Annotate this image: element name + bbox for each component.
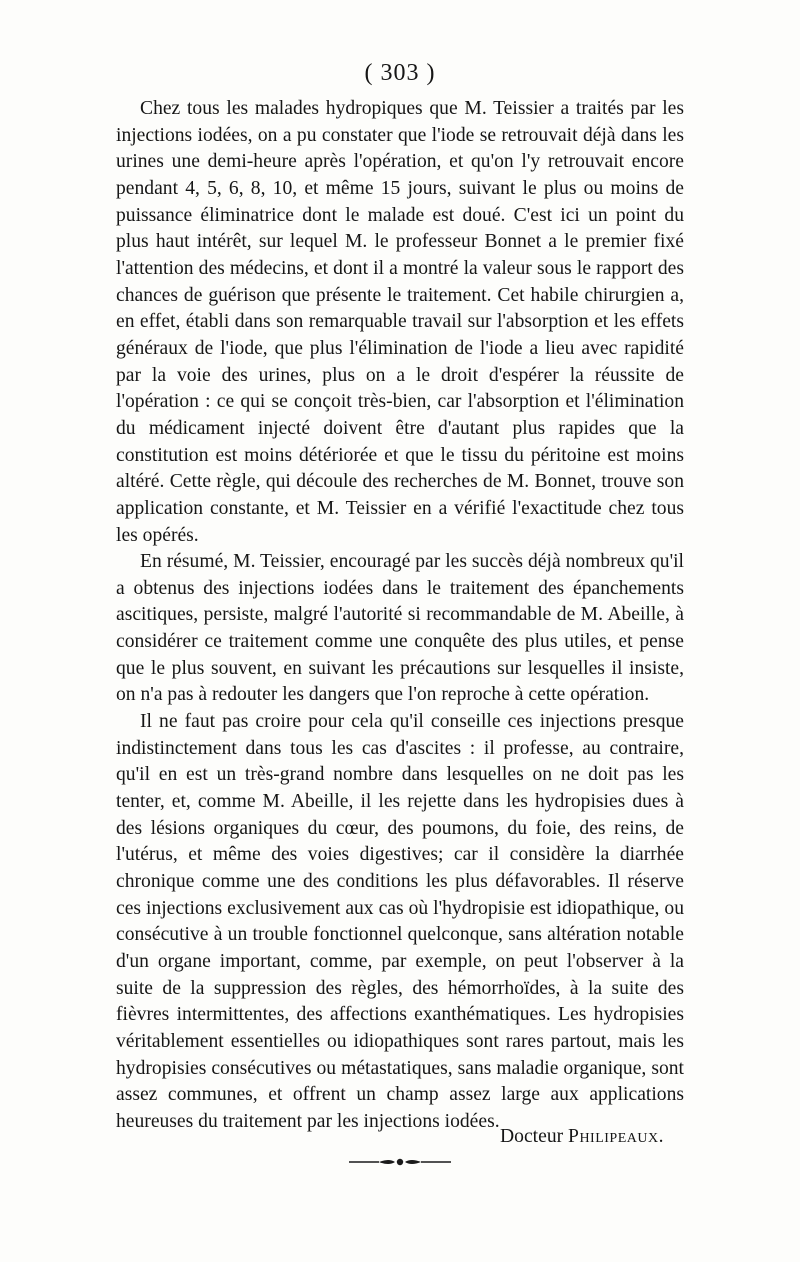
signature [116,1124,664,1150]
paragraph-3: Il ne faut pas croire pour cela qu'il conseille ces injections presque indistinctement dans tous les cas d'ascites : il professe, au contraire, qu'il en est un très-grand nombre dans lesquelles on ne doit pas les tenter, et, comme M. Abeille, il les rejette dans les hydropisies dues à des lésions organiques du cœur, des poumons, du foie, des reins, de l'utérus, et même des voies digestives; car il considère la diarrhée chronique comme une des conditions les plus défavorables. Il réserve ces injections exclusivement aux cas où l'hydropisie est idiopathique, ou consécutive à un trouble fonctionnel quelconque, sans altération notable d'un organe important, comme, par exemple, on peut l'observer à la suite de la suppression des règles, des hémorrhoïdes, à la suite des fièvres intermittentes, des affections exanthématiques. Les hydropisies véritablement essentielles ou idiopathiques sont rares partout, mais les hydropisies consécutives ou métastatiques, sans maladie organique, sont assez communes, et offrent un champ assez large aux applications heureuses du traitement par les injections iodées. [116,711,684,1132]
paragraph-2: En résumé, M. Teissier, encouragé par les succès déjà nombreux qu'il a obtenus des injections iodées dans le traitement des épanchements ascitiques, persiste, malgré l'autorité si recommandable de M. Abeille, à considérer ce traitement comme une conquête des plus utiles, et pense que le plus souvent, en suivant les précautions sur lesquelles il insiste, on n'a pas à redouter les dangers que l'on reproche à cette opération. [116,551,684,706]
page-number: ( 303 ) [364,60,436,86]
decorative-rule-icon [345,1156,455,1168]
paragraph-1: Chez tous les malades hydropiques que M. Teissier a traités par les injections iodées, on a pu constater que l'iode se retrouvait déjà dans les urines une demi-heure après l'opération, et qu'on l'y retrouvait encore pendant 4, 5, 6, 8, 10, et même 15 jours, suivant le plus ou moins de puissance éliminatrice dont le malade est doué. C'est ici un point du plus haut intérêt, sur lequel M. le professeur Bonnet a le premier fixé l'attention des médecins, et dont il a montré la valeur sous le rapport des chances de guérison que présente le traitement. Cet habile chirurgien a, en effet, établi dans son remarquable travail sur l'absorption et les effets généraux de l'iode, que plus l'élimination de l'iode a lieu avec rapidité par la voie des urines, plus on a le droit d'espérer la réussite de l'opération : ce qui se conçoit très-bien, car l'absorption et l'élimination du médicament injecté doivent être d'autant plus rapides que la constitution est moins détériorée et que le tissu du péritoine est moins altéré. Cette règle, qui découle des recherches de M. Bonnet, trouve son application constante, et M. Teissier en a vérifié l'exactitude chez tous les opérés. [116,98,684,546]
signature-title: Docteur [500,1126,564,1147]
signature-name: Philipeaux. [568,1126,664,1147]
article-body [116,96,684,1136]
